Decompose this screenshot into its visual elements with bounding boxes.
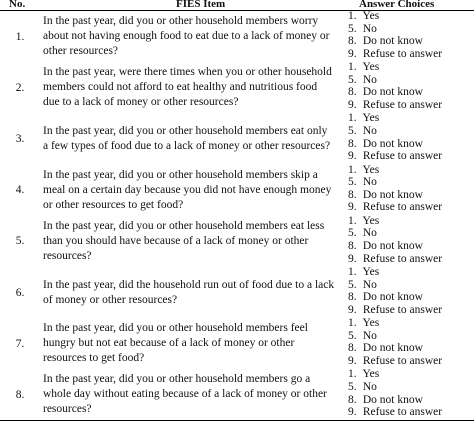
answer-label: Yes — [362, 214, 380, 227]
answer-choices-list — [348, 10, 474, 60]
fies-item-cell — [43, 318, 335, 369]
answer-code: 8. — [348, 342, 357, 355]
answer-code: 5. — [348, 22, 357, 35]
answer-label: Yes — [362, 61, 380, 74]
answer-choice — [348, 368, 474, 381]
answer-choice — [348, 279, 474, 292]
answer-choice — [348, 189, 474, 202]
answer-code: 5. — [348, 380, 357, 393]
answer-code: 8. — [348, 35, 357, 48]
answer-label: Refuse to answer — [362, 201, 443, 214]
answer-code: 8. — [348, 137, 357, 150]
answer-code: 1. — [348, 317, 357, 330]
answer-choices-list — [348, 368, 474, 418]
answer-label: Yes — [362, 112, 380, 125]
item-number: 5. — [15, 235, 25, 248]
answer-choice — [348, 23, 474, 36]
answer-code: 9. — [348, 303, 357, 316]
answer-code: 5. — [348, 124, 357, 137]
answer-code: 9. — [348, 150, 357, 163]
answer-label: Refuse to answer — [362, 303, 443, 316]
fies-item-text: In the past year, did you or other household members go a whole day without eating because of a lack of money or other resources? — [43, 373, 327, 416]
answer-label: Do not know — [362, 393, 423, 406]
fies-item-cell — [43, 369, 335, 420]
answer-label: Do not know — [362, 137, 423, 150]
answer-label: Refuse to answer — [362, 150, 443, 163]
answer-label: Refuse to answer — [362, 252, 443, 265]
answer-choice — [348, 355, 474, 368]
answer-choice — [348, 406, 474, 419]
answer-code: 1. — [348, 368, 357, 381]
answer-choice — [348, 342, 474, 355]
answer-code: 9. — [348, 252, 357, 265]
answer-choices-list — [348, 112, 474, 162]
answer-choice — [348, 176, 474, 189]
answer-code: 9. — [348, 201, 357, 214]
answer-label: No — [362, 329, 377, 342]
fies-item-text: In the past year, did you or other household members skip a meal on a certain day because you did not have enough money or other resources to get food? — [43, 168, 332, 211]
answer-code: 9. — [348, 47, 357, 60]
table-row — [0, 216, 474, 267]
header-no: No. — [9, 0, 26, 10]
answer-code: 5. — [348, 176, 357, 189]
answer-code: 1. — [348, 112, 357, 125]
table-row — [0, 62, 474, 113]
answer-choices-list — [348, 317, 474, 367]
answer-choice — [348, 291, 474, 304]
answer-choice — [348, 330, 474, 343]
item-number: 1. — [15, 30, 25, 43]
answer-choice — [348, 227, 474, 240]
answer-code: 1. — [348, 10, 357, 22]
answer-label: Yes — [362, 10, 380, 22]
answer-choice — [348, 266, 474, 279]
answer-choice — [348, 74, 474, 87]
answer-label: Refuse to answer — [362, 406, 443, 419]
answer-choices-list — [348, 164, 474, 214]
answer-choice — [348, 201, 474, 214]
item-number: 2. — [15, 81, 25, 94]
answer-label: Do not know — [362, 35, 423, 48]
answer-label: No — [362, 22, 377, 35]
answer-choice — [348, 48, 474, 61]
answer-code: 5. — [348, 329, 357, 342]
answer-label: No — [362, 124, 377, 137]
answer-label: Refuse to answer — [362, 47, 443, 60]
answer-choice — [348, 150, 474, 163]
answer-code: 8. — [348, 291, 357, 304]
answer-choice — [348, 112, 474, 125]
answer-label: No — [362, 227, 377, 240]
answer-choice — [348, 381, 474, 394]
answer-choice — [348, 99, 474, 112]
answer-choice — [348, 86, 474, 99]
answer-label: Refuse to answer — [362, 98, 443, 111]
answer-choice — [348, 240, 474, 253]
answer-label: No — [362, 176, 377, 189]
answer-choice — [348, 253, 474, 266]
answer-label: Do not know — [362, 342, 423, 355]
answer-label: Yes — [362, 368, 380, 381]
answer-choice — [348, 125, 474, 138]
answer-choices-list — [348, 266, 474, 316]
header-answer-choices: Answer Choices — [359, 0, 435, 10]
answer-choice — [348, 304, 474, 317]
answer-label: Yes — [362, 163, 380, 176]
table-row — [0, 369, 474, 420]
fies-item-cell — [43, 267, 335, 318]
answer-choice — [348, 164, 474, 177]
fies-item-cell — [43, 62, 335, 113]
answer-label: Refuse to answer — [362, 354, 443, 367]
table-row — [0, 113, 474, 164]
answer-choice — [348, 317, 474, 330]
answer-choice — [348, 35, 474, 48]
answer-choice — [348, 10, 474, 23]
fies-item-cell — [43, 113, 335, 164]
answer-code: 1. — [348, 163, 357, 176]
answer-code: 1. — [348, 61, 357, 74]
answer-label: Yes — [362, 317, 380, 330]
fies-item-text: In the past year, did the household run out of food due to a lack of money or other resources? — [43, 278, 335, 306]
answer-code: 8. — [348, 239, 357, 252]
answer-code: 8. — [348, 393, 357, 406]
answer-label: No — [362, 380, 377, 393]
item-number: 8. — [15, 388, 25, 401]
answer-choice — [348, 215, 474, 228]
answer-label: No — [362, 278, 377, 291]
fies-item-text: In the past year, did you or other household members eat only a few types of food due to a lack of money or other resources? — [43, 124, 331, 152]
answer-choices-list — [348, 215, 474, 265]
answer-choices-list — [348, 61, 474, 111]
fies-item-text: In the past year, did you or other household members worry about not having enough food to eat due to a lack of money or other resources? — [43, 15, 330, 57]
fies-item-text: In the past year, did you or other household members feel hungry but not eat because of a lack of money or other resources to get food? — [43, 322, 308, 365]
answer-label: Yes — [362, 266, 380, 278]
header-fies-item: FIES Item — [176, 0, 226, 10]
fies-item-cell — [43, 11, 335, 62]
answer-label: Do not know — [362, 291, 423, 304]
answer-choice — [348, 138, 474, 151]
answer-code: 1. — [348, 266, 357, 278]
answer-code: 5. — [348, 278, 357, 291]
table-header — [0, 0, 474, 10]
item-number: 6. — [15, 286, 25, 299]
answer-code: 1. — [348, 214, 357, 227]
answer-code: 9. — [348, 406, 357, 419]
fies-item-cell — [43, 216, 335, 267]
item-number: 4. — [15, 184, 25, 197]
answer-label: No — [362, 73, 377, 86]
answer-code: 9. — [348, 354, 357, 367]
fies-item-cell — [43, 165, 335, 216]
answer-choice — [348, 394, 474, 407]
item-number: 7. — [15, 337, 25, 350]
answer-code: 9. — [348, 98, 357, 111]
table-row — [0, 318, 474, 369]
table-row — [0, 11, 474, 62]
table-row — [0, 267, 474, 318]
answer-label: Do not know — [362, 188, 423, 201]
fies-item-text: In the past year, were there times when you or other household members could not afford to eat healthy and nutritious food due to a lack of money or other resources? — [43, 66, 332, 109]
answer-code: 5. — [348, 227, 357, 240]
fies-item-text: In the past year, did you or other household members eat less than you should have because of a lack of money or other resources? — [43, 219, 325, 262]
answer-choice — [348, 61, 474, 74]
item-number: 3. — [15, 132, 25, 145]
answer-code: 8. — [348, 86, 357, 99]
answer-code: 5. — [348, 73, 357, 86]
table-row — [0, 165, 474, 216]
answer-code: 8. — [348, 188, 357, 201]
answer-label: Do not know — [362, 86, 423, 99]
answer-label: Do not know — [362, 239, 423, 252]
